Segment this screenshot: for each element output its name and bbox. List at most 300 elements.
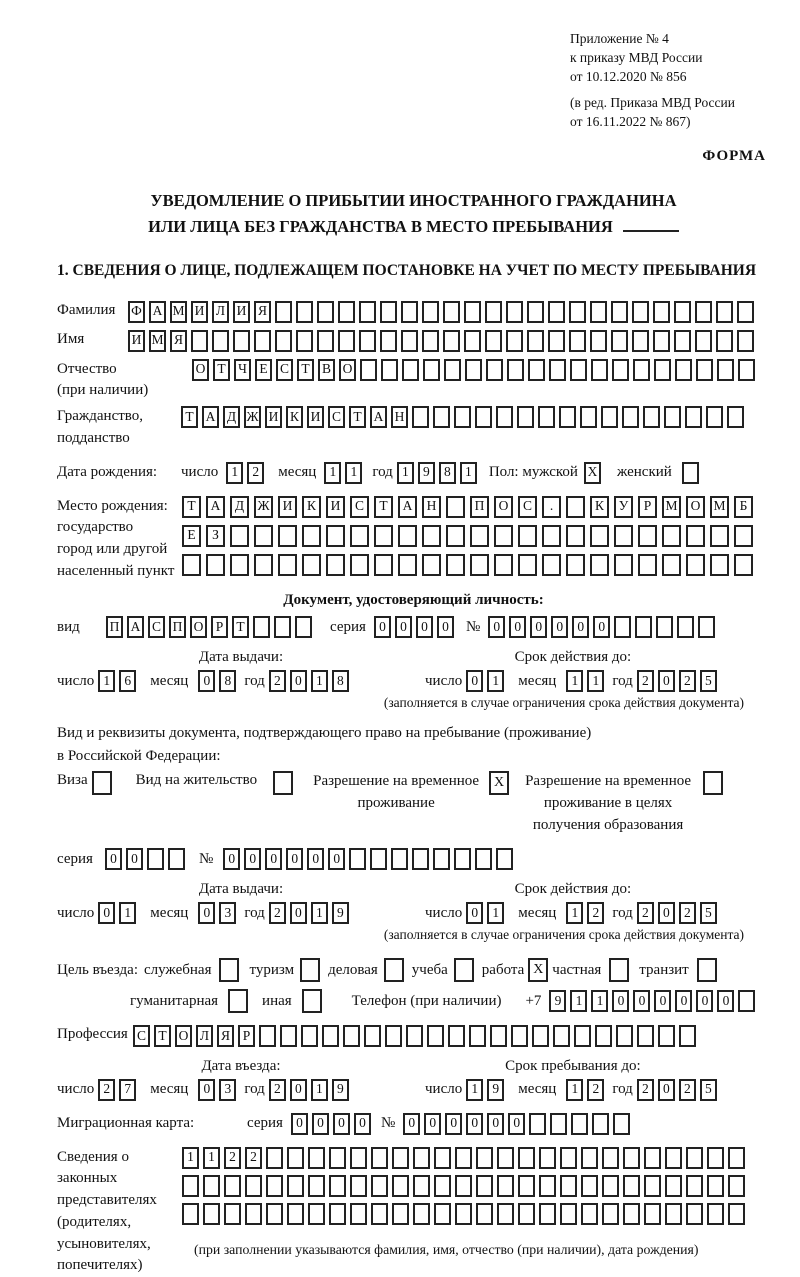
form-cell[interactable] (560, 1147, 577, 1169)
form-cell[interactable] (182, 554, 201, 576)
form-cell[interactable] (398, 525, 417, 547)
form-cell[interactable]: К (286, 406, 303, 428)
form-cell[interactable] (539, 1147, 556, 1169)
form-cell[interactable] (446, 525, 465, 547)
edu-permit-checkbox[interactable] (703, 771, 723, 795)
form-cell[interactable] (637, 1025, 654, 1047)
form-cell[interactable] (206, 554, 225, 576)
purpose-tourism-checkbox[interactable] (300, 958, 320, 982)
form-cell[interactable]: Е (182, 525, 201, 547)
form-cell[interactable] (470, 554, 489, 576)
form-cell[interactable]: 0 (244, 848, 261, 870)
form-cell[interactable]: 8 (219, 670, 236, 692)
form-cell[interactable]: 9 (487, 1079, 504, 1101)
form-cell[interactable] (581, 1147, 598, 1169)
form-cell[interactable]: 0 (593, 616, 610, 638)
form-cell[interactable]: П (470, 496, 489, 518)
form-cell[interactable] (734, 525, 753, 547)
form-cell[interactable]: П (169, 616, 186, 638)
form-cell[interactable] (611, 330, 628, 352)
form-cell[interactable] (413, 1203, 430, 1225)
form-cell[interactable] (322, 1025, 339, 1047)
form-cell[interactable] (633, 359, 650, 381)
form-cell[interactable] (230, 554, 249, 576)
form-cell[interactable] (685, 406, 702, 428)
form-cell[interactable] (427, 1025, 444, 1047)
form-cell[interactable] (496, 848, 513, 870)
form-cell[interactable]: Н (391, 406, 408, 428)
form-cell[interactable] (571, 1113, 588, 1135)
form-cell[interactable] (553, 1025, 570, 1047)
form-cell[interactable] (518, 1147, 535, 1169)
form-cell[interactable]: А (206, 496, 225, 518)
form-cell[interactable] (696, 359, 713, 381)
form-cell[interactable] (612, 359, 629, 381)
form-cell[interactable]: А (398, 496, 417, 518)
form-cell[interactable] (518, 1203, 535, 1225)
form-cell[interactable]: У (614, 496, 633, 518)
form-cell[interactable]: Т (374, 496, 393, 518)
form-cell[interactable]: 1 (345, 462, 362, 484)
form-cell[interactable] (350, 1175, 367, 1197)
form-cell[interactable] (675, 359, 692, 381)
form-cell[interactable] (380, 330, 397, 352)
form-cell[interactable] (350, 525, 369, 547)
form-cell[interactable]: О (192, 359, 209, 381)
form-cell[interactable] (245, 1203, 262, 1225)
form-cell[interactable] (665, 1203, 682, 1225)
form-cell[interactable]: . (542, 496, 561, 518)
form-cell[interactable] (507, 359, 524, 381)
form-cell[interactable]: 1 (311, 1079, 328, 1101)
form-cell[interactable] (717, 359, 734, 381)
form-cell[interactable]: 2 (679, 670, 696, 692)
form-cell[interactable]: 0 (658, 1079, 675, 1101)
form-cell[interactable] (302, 525, 321, 547)
form-cell[interactable] (245, 1175, 262, 1197)
form-cell[interactable] (548, 330, 565, 352)
form-cell[interactable] (326, 554, 345, 576)
form-cell[interactable] (168, 848, 185, 870)
form-cell[interactable]: 0 (198, 1079, 215, 1101)
form-cell[interactable] (695, 301, 712, 323)
form-cell[interactable]: Т (154, 1025, 171, 1047)
form-cell[interactable]: 2 (269, 670, 286, 692)
form-cell[interactable]: 3 (219, 902, 236, 924)
form-cell[interactable]: 0 (290, 902, 307, 924)
form-cell[interactable] (727, 406, 744, 428)
form-cell[interactable] (737, 330, 754, 352)
form-cell[interactable]: 0 (198, 902, 215, 924)
form-cell[interactable] (539, 1175, 556, 1197)
form-cell[interactable]: И (326, 496, 345, 518)
form-cell[interactable]: 0 (658, 902, 675, 924)
form-cell[interactable]: С (518, 496, 537, 518)
form-cell[interactable] (738, 359, 755, 381)
form-cell[interactable] (686, 525, 705, 547)
form-cell[interactable] (734, 554, 753, 576)
form-cell[interactable]: 0 (223, 848, 240, 870)
form-cell[interactable]: Л (212, 301, 229, 323)
form-cell[interactable] (662, 554, 681, 576)
form-cell[interactable]: 0 (675, 990, 692, 1012)
form-cell[interactable] (308, 1203, 325, 1225)
form-cell[interactable] (511, 1025, 528, 1047)
form-cell[interactable] (707, 1203, 724, 1225)
form-cell[interactable]: 0 (416, 616, 433, 638)
form-cell[interactable] (413, 1175, 430, 1197)
form-cell[interactable] (469, 1025, 486, 1047)
form-cell[interactable]: 2 (637, 670, 654, 692)
form-cell[interactable] (374, 554, 393, 576)
form-cell[interactable] (371, 1147, 388, 1169)
form-cell[interactable]: Р (211, 616, 228, 638)
form-cell[interactable] (497, 1147, 514, 1169)
form-cell[interactable] (506, 301, 523, 323)
form-cell[interactable]: 1 (487, 902, 504, 924)
form-cell[interactable] (590, 525, 609, 547)
form-cell[interactable]: Я (217, 1025, 234, 1047)
form-cell[interactable] (412, 406, 429, 428)
form-cell[interactable]: 0 (286, 848, 303, 870)
form-cell[interactable]: 0 (374, 616, 391, 638)
form-cell[interactable] (446, 554, 465, 576)
form-cell[interactable]: З (206, 525, 225, 547)
form-cell[interactable] (560, 1175, 577, 1197)
form-cell[interactable] (716, 330, 733, 352)
form-cell[interactable]: Т (232, 616, 249, 638)
form-cell[interactable] (287, 1203, 304, 1225)
form-cell[interactable] (623, 1175, 640, 1197)
form-cell[interactable] (191, 330, 208, 352)
form-cell[interactable] (203, 1175, 220, 1197)
form-cell[interactable] (602, 1147, 619, 1169)
form-cell[interactable] (475, 848, 492, 870)
form-cell[interactable]: С (276, 359, 293, 381)
form-cell[interactable] (259, 1025, 276, 1047)
form-cell[interactable] (665, 1147, 682, 1169)
form-cell[interactable] (296, 301, 313, 323)
form-cell[interactable] (287, 1175, 304, 1197)
form-cell[interactable] (616, 1025, 633, 1047)
form-cell[interactable] (638, 525, 657, 547)
form-cell[interactable] (664, 406, 681, 428)
form-cell[interactable]: 2 (587, 1079, 604, 1101)
form-cell[interactable] (147, 848, 164, 870)
form-cell[interactable]: 8 (439, 462, 456, 484)
form-cell[interactable] (737, 301, 754, 323)
form-cell[interactable] (434, 1147, 451, 1169)
form-cell[interactable]: 0 (424, 1113, 441, 1135)
form-cell[interactable] (476, 1147, 493, 1169)
form-cell[interactable]: 0 (105, 848, 122, 870)
form-cell[interactable]: 0 (437, 616, 454, 638)
form-cell[interactable]: 2 (245, 1147, 262, 1169)
form-cell[interactable] (385, 1025, 402, 1047)
form-cell[interactable]: 0 (445, 1113, 462, 1135)
visa-checkbox[interactable] (92, 771, 112, 795)
form-cell[interactable] (381, 359, 398, 381)
purpose-humanitarian-checkbox[interactable] (228, 989, 248, 1013)
form-cell[interactable]: 9 (332, 902, 349, 924)
form-cell[interactable]: И (191, 301, 208, 323)
form-cell[interactable] (602, 1175, 619, 1197)
form-cell[interactable]: 1 (119, 902, 136, 924)
form-cell[interactable] (527, 301, 544, 323)
form-cell[interactable] (266, 1175, 283, 1197)
form-cell[interactable] (423, 359, 440, 381)
form-cell[interactable] (590, 330, 607, 352)
form-cell[interactable] (422, 330, 439, 352)
form-cell[interactable] (653, 330, 670, 352)
form-cell[interactable] (710, 525, 729, 547)
form-cell[interactable] (592, 1113, 609, 1135)
form-cell[interactable]: 1 (460, 462, 477, 484)
form-cell[interactable] (475, 406, 492, 428)
form-cell[interactable] (710, 554, 729, 576)
form-cell[interactable] (465, 359, 482, 381)
form-cell[interactable]: 0 (487, 1113, 504, 1135)
form-cell[interactable] (695, 330, 712, 352)
form-cell[interactable]: В (318, 359, 335, 381)
form-cell[interactable]: 9 (332, 1079, 349, 1101)
form-cell[interactable] (329, 1203, 346, 1225)
form-cell[interactable]: 1 (397, 462, 414, 484)
form-cell[interactable] (506, 330, 523, 352)
form-cell[interactable] (370, 848, 387, 870)
form-cell[interactable] (580, 406, 597, 428)
form-cell[interactable]: М (710, 496, 729, 518)
form-cell[interactable] (350, 554, 369, 576)
form-cell[interactable] (539, 1203, 556, 1225)
form-cell[interactable]: 0 (466, 1113, 483, 1135)
form-cell[interactable] (443, 330, 460, 352)
form-cell[interactable]: 0 (403, 1113, 420, 1135)
temp-permit-checkbox[interactable]: X (489, 771, 509, 795)
form-cell[interactable] (455, 1203, 472, 1225)
form-cell[interactable] (486, 359, 503, 381)
form-cell[interactable] (446, 496, 465, 518)
form-cell[interactable]: Я (170, 330, 187, 352)
form-cell[interactable] (203, 1203, 220, 1225)
form-cell[interactable]: 0 (395, 616, 412, 638)
form-cell[interactable]: И (278, 496, 297, 518)
form-cell[interactable] (275, 330, 292, 352)
form-cell[interactable]: 2 (98, 1079, 115, 1101)
form-cell[interactable] (698, 616, 715, 638)
form-cell[interactable]: 0 (509, 616, 526, 638)
purpose-business-checkbox[interactable] (384, 958, 404, 982)
form-cell[interactable]: А (149, 301, 166, 323)
form-cell[interactable] (212, 330, 229, 352)
form-cell[interactable]: М (170, 301, 187, 323)
purpose-work-checkbox[interactable]: X (528, 958, 548, 982)
form-cell[interactable]: И (128, 330, 145, 352)
form-cell[interactable] (485, 301, 502, 323)
form-cell[interactable] (350, 1203, 367, 1225)
form-cell[interactable] (233, 330, 250, 352)
form-cell[interactable] (364, 1025, 381, 1047)
form-cell[interactable]: Р (638, 496, 657, 518)
form-cell[interactable]: 5 (700, 670, 717, 692)
form-cell[interactable] (566, 525, 585, 547)
form-cell[interactable] (350, 1147, 367, 1169)
form-cell[interactable]: 8 (332, 670, 349, 692)
form-cell[interactable] (359, 301, 376, 323)
form-cell[interactable]: Я (254, 301, 271, 323)
form-cell[interactable] (278, 525, 297, 547)
form-cell[interactable] (569, 301, 586, 323)
form-cell[interactable]: С (350, 496, 369, 518)
form-cell[interactable] (665, 1175, 682, 1197)
form-cell[interactable]: И (265, 406, 282, 428)
form-cell[interactable] (528, 359, 545, 381)
form-cell[interactable] (485, 330, 502, 352)
form-cell[interactable] (595, 1025, 612, 1047)
form-cell[interactable] (590, 301, 607, 323)
form-cell[interactable] (728, 1147, 745, 1169)
form-cell[interactable] (302, 554, 321, 576)
form-cell[interactable] (317, 301, 334, 323)
form-cell[interactable] (549, 359, 566, 381)
form-cell[interactable] (402, 359, 419, 381)
form-cell[interactable]: 2 (269, 1079, 286, 1101)
form-cell[interactable] (674, 330, 691, 352)
form-cell[interactable]: Л (196, 1025, 213, 1047)
form-cell[interactable] (527, 330, 544, 352)
form-cell[interactable] (329, 1147, 346, 1169)
form-cell[interactable]: Д (230, 496, 249, 518)
form-cell[interactable] (254, 525, 273, 547)
form-cell[interactable]: 2 (224, 1147, 241, 1169)
form-cell[interactable]: Ж (244, 406, 261, 428)
form-cell[interactable] (542, 525, 561, 547)
form-cell[interactable]: 0 (290, 1079, 307, 1101)
form-cell[interactable]: Е (255, 359, 272, 381)
form-cell[interactable] (632, 330, 649, 352)
form-cell[interactable] (433, 406, 450, 428)
form-cell[interactable] (686, 554, 705, 576)
form-cell[interactable] (622, 406, 639, 428)
form-cell[interactable] (496, 406, 513, 428)
form-cell[interactable] (392, 1147, 409, 1169)
form-cell[interactable] (349, 848, 366, 870)
form-cell[interactable] (182, 1175, 199, 1197)
form-cell[interactable] (602, 1203, 619, 1225)
form-cell[interactable] (392, 1175, 409, 1197)
form-cell[interactable] (674, 301, 691, 323)
form-cell[interactable]: М (662, 496, 681, 518)
form-cell[interactable] (392, 1203, 409, 1225)
form-cell[interactable] (308, 1175, 325, 1197)
form-cell[interactable] (706, 406, 723, 428)
form-cell[interactable] (656, 616, 673, 638)
form-cell[interactable]: 2 (679, 1079, 696, 1101)
form-cell[interactable]: 0 (328, 848, 345, 870)
form-cell[interactable] (570, 359, 587, 381)
form-cell[interactable] (455, 1147, 472, 1169)
form-cell[interactable]: Ф (128, 301, 145, 323)
form-cell[interactable]: К (590, 496, 609, 518)
form-cell[interactable] (470, 525, 489, 547)
form-cell[interactable] (686, 1175, 703, 1197)
form-cell[interactable] (254, 554, 273, 576)
form-cell[interactable]: А (370, 406, 387, 428)
form-cell[interactable]: 1 (566, 1079, 583, 1101)
form-cell[interactable]: О (494, 496, 513, 518)
form-cell[interactable] (614, 525, 633, 547)
form-cell[interactable]: 5 (700, 902, 717, 924)
form-cell[interactable] (464, 330, 481, 352)
form-cell[interactable]: 0 (696, 990, 713, 1012)
form-cell[interactable] (560, 1203, 577, 1225)
form-cell[interactable]: 1 (487, 670, 504, 692)
form-cell[interactable] (707, 1147, 724, 1169)
form-cell[interactable] (274, 616, 291, 638)
form-cell[interactable]: 0 (633, 990, 650, 1012)
form-cell[interactable]: 1 (226, 462, 243, 484)
form-cell[interactable] (644, 1203, 661, 1225)
form-cell[interactable] (728, 1175, 745, 1197)
form-cell[interactable]: 0 (508, 1113, 525, 1135)
form-cell[interactable] (529, 1113, 546, 1135)
form-cell[interactable] (548, 301, 565, 323)
form-cell[interactable] (266, 1203, 283, 1225)
form-cell[interactable] (448, 1025, 465, 1047)
form-cell[interactable]: 1 (311, 670, 328, 692)
form-cell[interactable]: 0 (354, 1113, 371, 1135)
form-cell[interactable] (434, 1175, 451, 1197)
form-cell[interactable] (401, 330, 418, 352)
form-cell[interactable] (566, 554, 585, 576)
form-cell[interactable] (614, 554, 633, 576)
form-cell[interactable] (623, 1203, 640, 1225)
purpose-official-checkbox[interactable] (219, 958, 239, 982)
form-cell[interactable] (287, 1147, 304, 1169)
form-cell[interactable] (518, 1175, 535, 1197)
form-cell[interactable] (643, 406, 660, 428)
form-cell[interactable] (278, 554, 297, 576)
form-cell[interactable] (679, 1025, 696, 1047)
form-cell[interactable] (406, 1025, 423, 1047)
form-cell[interactable]: 0 (551, 616, 568, 638)
form-cell[interactable] (686, 1147, 703, 1169)
form-cell[interactable] (296, 330, 313, 352)
form-cell[interactable]: 9 (418, 462, 435, 484)
form-cell[interactable] (518, 525, 537, 547)
form-cell[interactable] (716, 301, 733, 323)
form-cell[interactable]: И (233, 301, 250, 323)
form-cell[interactable] (574, 1025, 591, 1047)
form-cell[interactable] (412, 848, 429, 870)
form-cell[interactable] (566, 496, 585, 518)
form-cell[interactable]: С (148, 616, 165, 638)
form-cell[interactable]: 0 (717, 990, 734, 1012)
form-cell[interactable] (550, 1113, 567, 1135)
form-cell[interactable]: 1 (566, 670, 583, 692)
form-cell[interactable]: 0 (198, 670, 215, 692)
form-cell[interactable] (494, 554, 513, 576)
purpose-transit-checkbox[interactable] (697, 958, 717, 982)
form-cell[interactable] (254, 330, 271, 352)
form-cell[interactable] (638, 554, 657, 576)
form-cell[interactable] (658, 1025, 675, 1047)
form-cell[interactable] (275, 301, 292, 323)
form-cell[interactable]: Т (181, 406, 198, 428)
form-cell[interactable]: 2 (587, 902, 604, 924)
form-cell[interactable]: М (149, 330, 166, 352)
form-cell[interactable]: С (328, 406, 345, 428)
